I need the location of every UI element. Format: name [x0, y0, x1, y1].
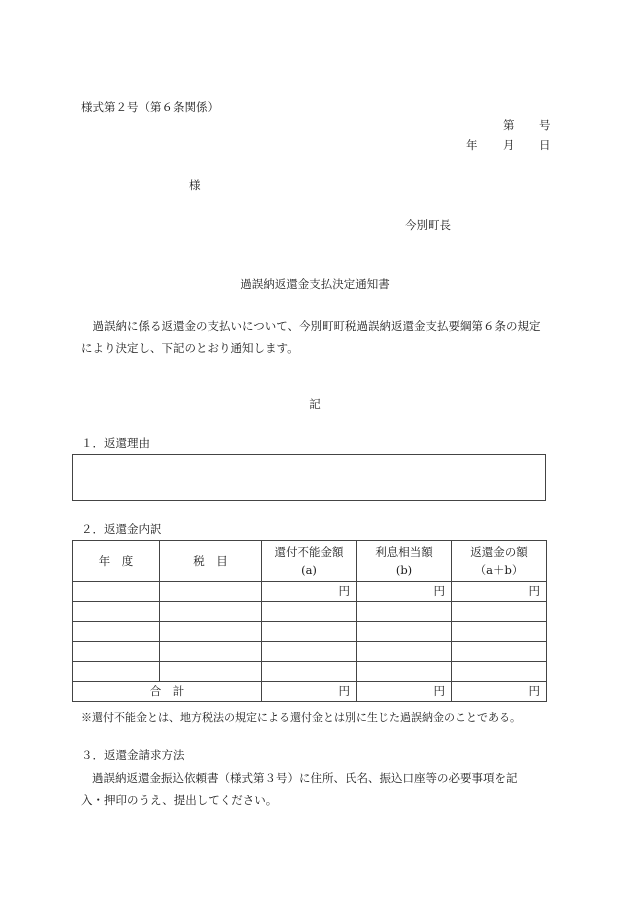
table-row	[73, 602, 547, 622]
sum-label: 合 計	[73, 682, 262, 702]
section3-heading: ３．返還金請求方法	[81, 748, 185, 762]
section3-line2: 入・押印のうえ、提出してください。	[81, 793, 278, 807]
col-header-tax: 税 目	[160, 541, 262, 582]
section3-line1: 過誤納返還金振込依頼書（様式第３号）に住所、氏名、振込口座等の必要事項を記	[92, 771, 518, 785]
col-header-a: 還付不能金額 (a)	[262, 541, 357, 582]
ki-heading: 記	[309, 397, 321, 411]
number-gou: 号	[539, 118, 551, 132]
number-dai: 第	[503, 118, 515, 132]
body-text: 過誤納に係る返還金の支払いについて、今別町町税過誤納返還金支払要綱第６条の規定により決定し、下記のとおり通知します。	[81, 319, 541, 355]
date-year: 年	[466, 138, 478, 152]
date-month: 月	[503, 138, 515, 152]
section1-heading: １．返還理由	[81, 436, 150, 450]
col-header-total: 返還金の額 （a＋b）	[452, 541, 547, 582]
sum-b: 円	[357, 682, 452, 702]
form-number: 様式第２号（第６条関係）	[81, 100, 219, 114]
table-row	[73, 662, 547, 682]
table-sum-row	[73, 682, 547, 702]
section2-heading: ２．返還金内訳	[81, 522, 162, 536]
col-header-year: 年 度	[73, 541, 160, 582]
table-row	[73, 642, 547, 662]
table-row	[73, 622, 547, 642]
date-day: 日	[539, 138, 551, 152]
issuer: 今別町長	[405, 218, 451, 232]
addressee-suffix: 様	[189, 178, 201, 192]
sum-a: 円	[262, 682, 357, 702]
refund-reason-box	[72, 454, 546, 501]
col-header-b: 利息相当額 (b)	[357, 541, 452, 582]
sum-total: 円	[452, 682, 547, 702]
table-row: 円 円 円	[73, 582, 547, 602]
document-title: 過誤納返還金支払決定通知書	[240, 277, 390, 291]
table-note: ※還付不能金とは、地方税法の規定による還付金とは別に生じた過誤納金のことである。	[81, 711, 521, 724]
section3-body	[81, 767, 551, 811]
refund-breakdown-table	[72, 540, 547, 702]
table-header-row	[73, 541, 547, 582]
